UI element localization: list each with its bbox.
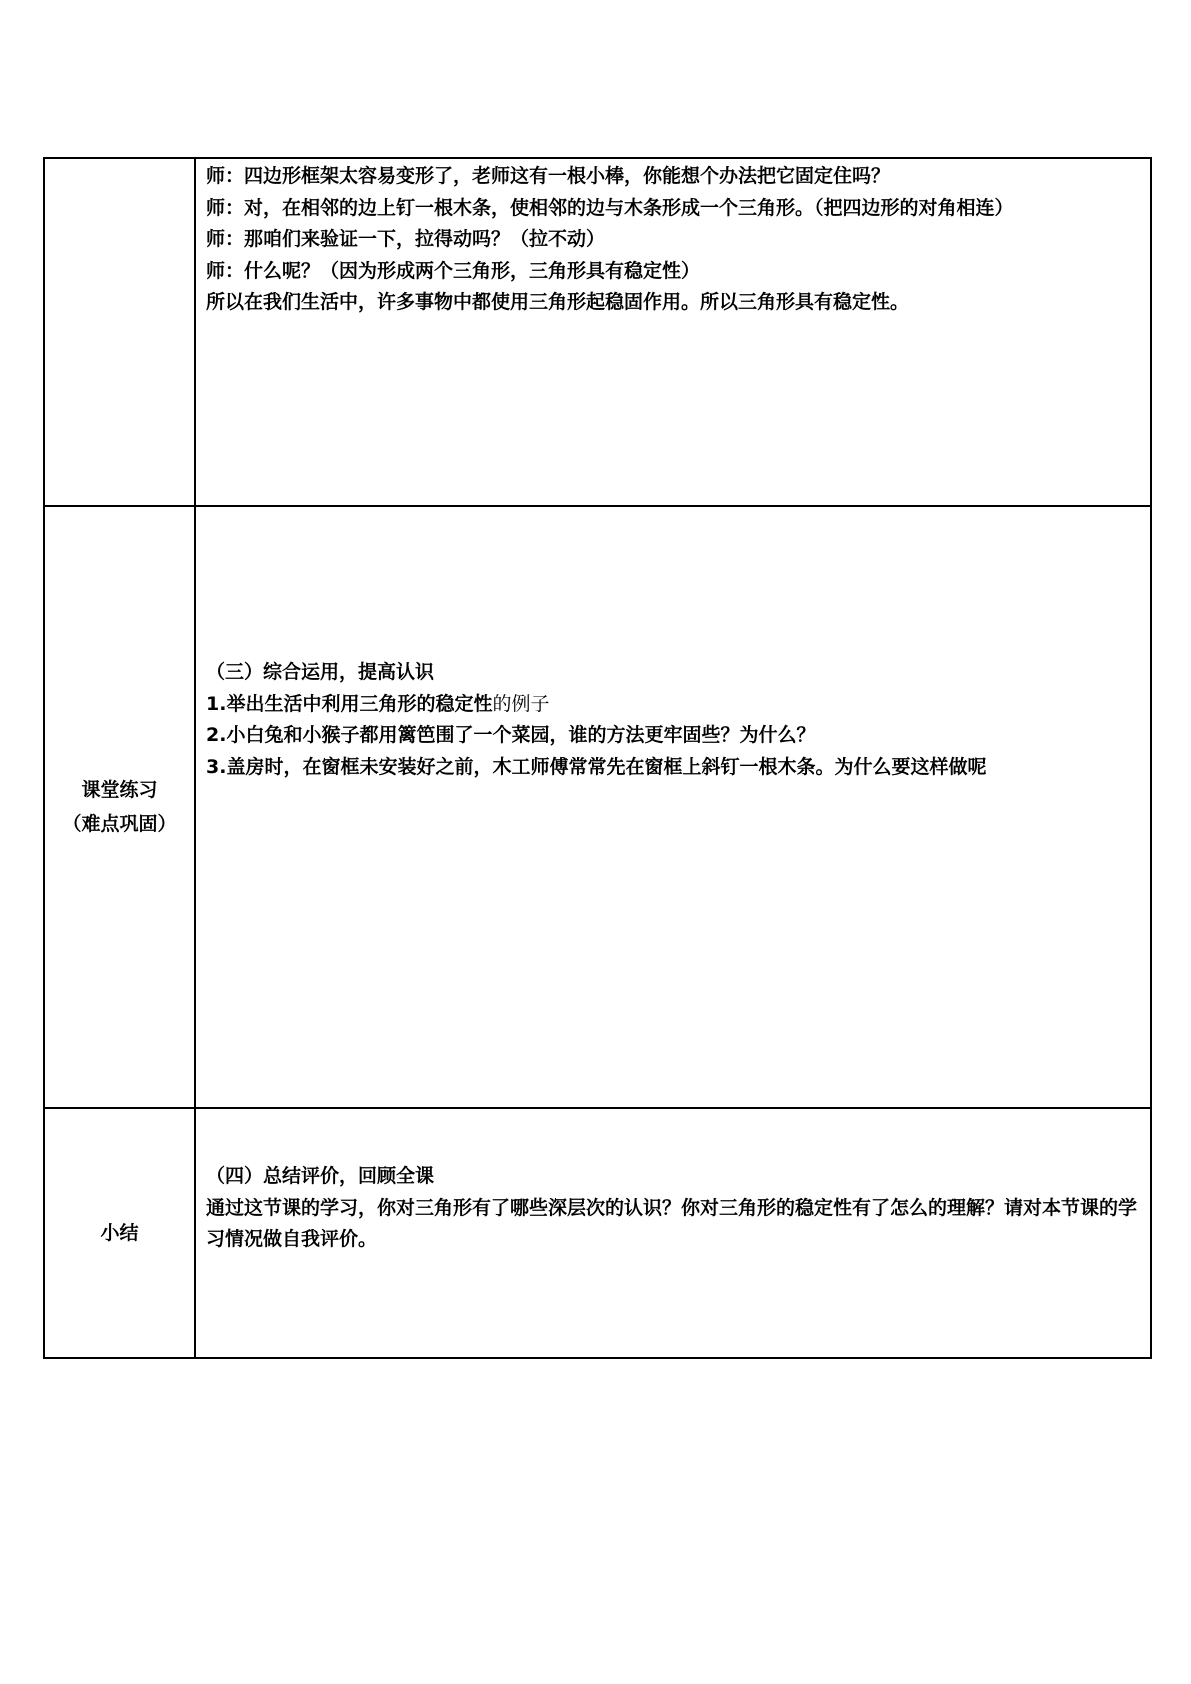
content-line: 师：那咱们来验证一下，拉得动吗？（拉不动） [206, 228, 606, 250]
content-line: 师：四边形框架太容易变形了，老师这有一根小棒，你能想个办法把它固定住吗？ [206, 165, 891, 187]
content-line: 所以在我们生活中，许多事物中都使用三角形起稳固作用。所以三角形具有稳定性。 [206, 291, 910, 313]
teaching-process-content [195, 158, 1151, 506]
practice-item: 3.盖房时，在窗框未安装好之前，木工师傅常常先在窗框上斜钉一根木条。为什么要这样做呢 [206, 755, 987, 778]
section-heading: （四）总结评价，回顾全课 [206, 1165, 435, 1187]
content-line: 师：什么呢？（因为形成两个三角形，三角形具有稳定性） [206, 259, 701, 282]
table-row [44, 158, 1151, 506]
table-row [44, 1108, 1151, 1358]
summary-content [195, 1108, 1151, 1358]
practice-item-bold: 1.举出生活中利用三角形的稳定性 [206, 692, 493, 715]
lesson-plan-table [43, 157, 1152, 1359]
row-label-line: （难点巩固） [62, 813, 177, 835]
table-row [44, 506, 1151, 1108]
row-label-empty [44, 158, 195, 506]
practice-item-normal: 的例子 [492, 692, 550, 715]
section-heading: （三）综合运用，提高认识 [206, 661, 435, 683]
practice-item [206, 689, 1140, 721]
row-label-summary: 小结 [44, 1108, 195, 1358]
summary-body: 通过这节课的学习，你对三角形有了哪些深层次的认识？你对三角形的稳定性有了怎么的理解？请对本节课的学习情况做自我评价。 [206, 1196, 1138, 1250]
practice-item: 2.小白兔和小猴子都用篱笆围了一个菜园，谁的方法更牢固些？为什么？ [206, 724, 816, 746]
practice-content [195, 506, 1151, 1108]
content-line: 师：对，在相邻的边上钉一根木条，使相邻的边与木条形成一个三角形。（把四边形的对角相连） [206, 196, 1014, 219]
row-label-line: 课堂练习 [81, 779, 158, 801]
row-label-practice [44, 506, 195, 1108]
